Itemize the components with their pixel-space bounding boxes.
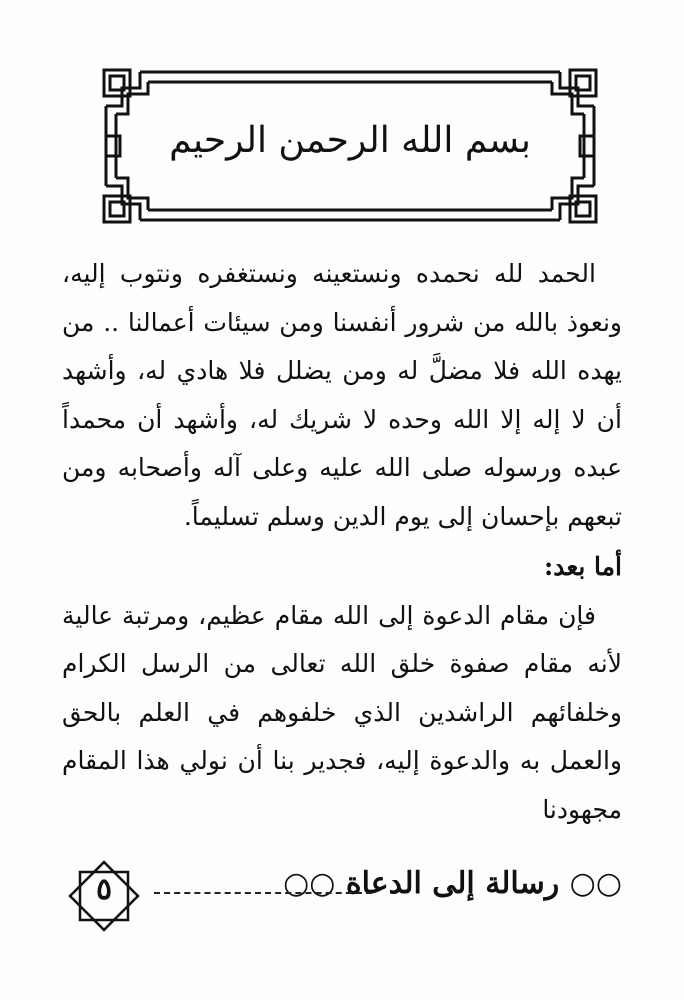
basmala-title: بسم الله الرحمن الرحيم	[169, 120, 531, 161]
page-number-badge	[62, 854, 146, 938]
footer-dashed-rule	[154, 892, 372, 894]
header-frame	[100, 66, 600, 226]
footer-book-title: ○○ رسالة إلى الدعاة ○○	[283, 866, 622, 901]
page-footer	[62, 866, 622, 936]
paragraph-main: فإن مقام الدعوة إلى الله مقام عظيم، ومرتبة عالية لأنه مقام صفوة خلق الله تعالى من الرسل الكرام وخلفائهم الراشدين الذي خلفوهم في العلم بالحق والعمل به والدعوة إليه، فجدير بنا أن نولي هذا المقام مجهودنا	[62, 600, 622, 824]
paragraph-intro: الحمد لله نحمده ونستعينه ونستغفره ونتوب إليه، ونعوذ بالله من شرور أنفسنا ومن سيئات أعمالنا .. من يهده الله فلا مضلَّ له ومن يضلل فلا هادي له، وأشهد أن لا إله إلا الله وحده لا شريك له، وأشهد أن محمداً عبده ورسوله صلى الله عليه وعلى آله وأصحابه ومن تبعهم بإحسان إلى يوم الدين وسلم تسليماً.	[62, 259, 622, 531]
page-number: ٥	[95, 872, 113, 907]
paragraph-heading: أما بعد:	[543, 552, 622, 581]
body-text	[62, 250, 622, 834]
